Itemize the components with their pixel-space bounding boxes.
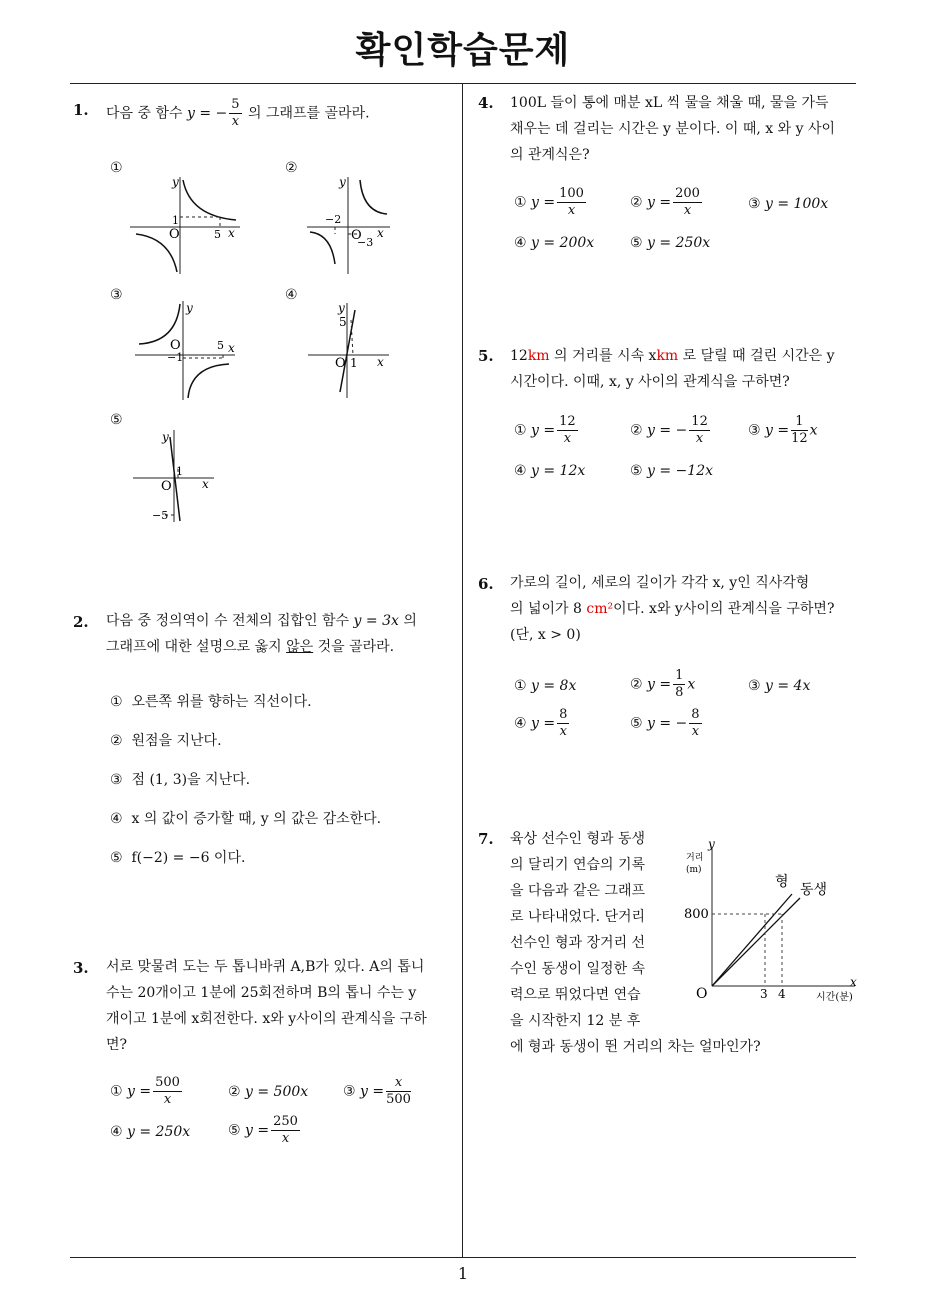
label-v2: 1: [350, 356, 358, 370]
q4-option-1-num: 100: [559, 186, 584, 201]
q7-last-line: 에 형과 동생이 뛴 거리의 차는 얼마인가?: [510, 1039, 761, 1055]
label-origin: O: [335, 356, 346, 371]
y-axis-unit: (m): [686, 865, 702, 875]
q6-option-4-label: ④: [514, 715, 527, 732]
q4-option-3-text: y = 100x: [765, 196, 829, 212]
q2-option-1[interactable]: [110, 691, 312, 711]
q7-graph: [672, 838, 862, 1006]
q7-line-8: 을 시작한지 12 분 후: [510, 1013, 641, 1029]
tick-800: 800: [684, 907, 709, 922]
x-axis-symbol: x: [850, 975, 857, 989]
q6-line-1: 가로의 길이, 세로의 길이가 각각 x, y인 직사각형: [510, 575, 810, 591]
q5-option-3-tail: x: [809, 422, 818, 439]
q2-option-4-text: x 의 값이 증가할 때, y 의 값은 감소한다.: [131, 811, 382, 827]
q4-option-4-label: ④: [514, 235, 527, 251]
q4-option-5-label: ⑤: [630, 235, 643, 251]
q6-option-2-den: 8: [675, 685, 684, 700]
q5-line-2: 시간이다. 이때, x, y 사이의 관계식을 구하면?: [510, 374, 790, 390]
q1-formula-lhs: y = −: [186, 105, 228, 122]
q6-option-3[interactable]: [748, 678, 810, 694]
q6-option-1-label: ①: [514, 678, 527, 694]
q5-option-2-frac: [689, 414, 710, 447]
q2-option-1-label: ①: [110, 694, 123, 710]
q4-option-2-den: x: [683, 203, 692, 218]
label-v1: 1: [172, 214, 179, 227]
q6-option-3-label: ③: [748, 678, 761, 694]
q4-option-2-lhs: y =: [647, 194, 672, 211]
q5-option-1-den: x: [563, 431, 572, 446]
q2-line-2: [106, 634, 456, 660]
label-origin: O: [170, 338, 181, 353]
q6-option-5-label: ⑤: [630, 715, 643, 732]
q1-formula-num: 5: [231, 97, 240, 112]
q2-option-2-label: ②: [110, 733, 123, 749]
label-x: x: [377, 226, 384, 240]
q4-option-5-text: y = 250x: [647, 235, 711, 251]
q5-option-5[interactable]: [630, 463, 713, 479]
q1-option-4-label[interactable]: ④: [285, 287, 298, 303]
label-y: y: [162, 430, 169, 444]
q6-option-1-text: y = 8x: [531, 678, 577, 694]
q4-option-2[interactable]: [630, 186, 704, 219]
q3-option-3[interactable]: [343, 1075, 413, 1108]
q1-option-2-label[interactable]: ②: [285, 160, 298, 176]
q6-option-4-lhs: y =: [531, 715, 556, 732]
q3-option-1[interactable]: [110, 1075, 184, 1108]
q1-graph-2: [305, 172, 425, 277]
q4-option-1[interactable]: [514, 186, 588, 219]
q5-option-1-num: 12: [559, 414, 576, 429]
q5-option-4-text: y = 12x: [531, 463, 586, 479]
q1-text-b: 의 그래프를 골라라.: [248, 105, 370, 122]
q6-option-5-den: x: [691, 724, 700, 739]
q5-line-1: [510, 343, 862, 369]
q7-line-4: 로 나타내었다. 단거리: [510, 909, 646, 925]
q1-graph-1: [128, 172, 248, 277]
q4-line-1: 100L 들이 통에 매분 xL 씩 물을 채울 때, 물을 가득: [510, 95, 829, 111]
label-y: y: [186, 301, 193, 315]
q1-option-3-label[interactable]: ③: [110, 287, 123, 303]
q5-option-1-lhs: y =: [531, 422, 556, 439]
q4-number: 4.: [478, 94, 494, 112]
q3-option-5[interactable]: [228, 1114, 302, 1147]
q5-option-4[interactable]: [514, 463, 585, 479]
q1-option-5-label[interactable]: ⑤: [110, 412, 123, 428]
q3-text: [106, 954, 458, 1058]
q5-option-3-label: ③: [748, 422, 761, 439]
q3-option-5-num: 250: [273, 1114, 298, 1129]
q7-line-2: 의 달리기 연습의 기록: [510, 857, 646, 873]
q5-option-2-label: ②: [630, 422, 643, 439]
tick-4: 4: [778, 987, 786, 1001]
q4-option-1-den: x: [567, 203, 576, 218]
q3-option-3-frac: [386, 1075, 411, 1108]
q4-option-4[interactable]: [514, 235, 594, 251]
q5-option-2-num: 12: [691, 414, 708, 429]
q3-option-1-den: x: [163, 1092, 172, 1107]
q2-line-1-a: 다음 중 정의역이 수 전체의 집합인 함수: [106, 613, 350, 629]
q6-option-1[interactable]: [514, 678, 576, 694]
q7-line-1: 육상 선수인 형과 동생: [510, 831, 646, 847]
curve: [310, 232, 335, 264]
q5-option-2[interactable]: [630, 414, 712, 447]
q3-option-2-text: y = 500x: [245, 1084, 309, 1100]
q6-option-2[interactable]: [630, 668, 695, 701]
q1-graph-5: [130, 425, 220, 525]
q6-option-2-num: 1: [675, 668, 684, 683]
q4-option-3-label: ③: [748, 196, 761, 212]
label-younger-brother: 동생: [800, 882, 828, 898]
q3-option-1-num: 500: [155, 1075, 180, 1090]
q2-line-1-b: 의: [403, 613, 417, 629]
q3-line-2: 수는 20개이고 1분에 25회전하며 B의 톱니 수는 y: [106, 985, 417, 1001]
q7-line-6: 수인 동생이 일정한 속: [510, 961, 646, 977]
q3-option-2[interactable]: [228, 1084, 308, 1100]
label-v1: 5: [339, 315, 347, 329]
q5-line-1-c: 로 달릴 때 걸린 시간은 y: [678, 348, 835, 364]
q2-option-2-text: 원점을 지난다.: [131, 733, 222, 749]
q2-option-5-label: ⑤: [110, 850, 123, 866]
q2-line-1: [106, 608, 456, 634]
q5-line-1-b: 의 거리를 시속 x: [549, 348, 657, 364]
q1-number: 1.: [73, 101, 89, 119]
q4-option-1-lhs: y =: [531, 194, 556, 211]
label-v2: 5: [214, 228, 221, 241]
q6-number: 6.: [478, 575, 494, 593]
q3-option-2-label: ②: [228, 1084, 241, 1100]
q2-line-2-b: 것을 골라라.: [317, 639, 395, 655]
q4-option-5[interactable]: [630, 235, 710, 251]
x-axis-label: 시간(분): [816, 992, 853, 1003]
q4-line-2: 채우는 데 걸리는 시간은 y 분이다. 이 때, x 와 y 사이: [510, 121, 835, 137]
q5-option-2-den: x: [695, 431, 704, 446]
tick-3: 3: [760, 987, 768, 1001]
q3-option-3-lhs: y =: [360, 1083, 385, 1100]
q3-line-4: 면?: [106, 1037, 128, 1053]
curve: [183, 180, 236, 220]
q6-option-5-num: 8: [691, 707, 700, 722]
q2-option-2[interactable]: [110, 730, 222, 750]
q3-line-1: 서로 맞물려 도는 두 톱니바퀴 A,B가 있다. A의 톱니: [106, 959, 425, 975]
q2-option-4[interactable]: [110, 808, 381, 828]
q3-number: 3.: [73, 959, 89, 977]
q3-option-3-num: x: [386, 1075, 411, 1092]
q2-text: [106, 608, 456, 660]
q6-option-4-frac: [557, 707, 569, 740]
q6-line-2: [510, 596, 862, 622]
q1-formula-den: x: [231, 114, 240, 129]
q6-line-2-b: 이다. x와 y사이의 관계식을 구하면?: [613, 601, 835, 617]
q5-option-3-num: 1: [791, 414, 808, 431]
q1-option-1-label[interactable]: ①: [110, 160, 123, 176]
q5-option-1[interactable]: [514, 414, 580, 447]
label-y: y: [172, 175, 179, 189]
q5-option-3-frac: [791, 414, 808, 447]
q2-line-2-a: 그래프에 대한 설명으로 옳지: [106, 639, 282, 655]
q2-number: 2.: [73, 613, 89, 631]
q4-option-4-text: y = 200x: [531, 235, 595, 251]
label-v2: 5: [217, 339, 224, 352]
q5-option-1-label: ①: [514, 422, 527, 439]
origin-label: O: [696, 986, 708, 1002]
q2-option-3-label: ③: [110, 772, 123, 788]
line-younger-brother: [712, 898, 800, 986]
page-number: 1: [457, 1264, 469, 1283]
q3-option-4-label: ④: [110, 1124, 123, 1140]
q3-option-3-label: ③: [343, 1083, 356, 1100]
q7-line-5: 선수인 형과 장거리 선: [510, 935, 646, 951]
q1-graph-4: [305, 300, 405, 402]
q7-line-7: 력으로 뛰었다면 연습: [510, 987, 641, 1003]
q4-option-3[interactable]: [748, 196, 828, 212]
top-rule: [70, 83, 856, 84]
q4-line-3: 의 관계식은?: [510, 147, 590, 163]
q1-text-a: 다음 중 함수: [106, 105, 183, 122]
q5-option-1-frac: [557, 414, 578, 447]
label-origin: O: [169, 227, 180, 242]
q3-option-3-den: 500: [386, 1092, 411, 1107]
curve: [188, 364, 229, 398]
q5-option-2-lhs: y = −: [647, 422, 688, 439]
label-origin: O: [351, 228, 362, 243]
label-y: y: [338, 301, 345, 315]
q6-option-5[interactable]: [630, 707, 704, 740]
q6-option-2-label: ②: [630, 676, 643, 693]
q7-line-3: 을 다음과 같은 그래프: [510, 883, 646, 899]
q2-option-3[interactable]: [110, 769, 250, 789]
bottom-rule: [70, 1257, 856, 1258]
q1-graph-3: [133, 298, 253, 403]
q1-formula-frac: [229, 97, 241, 130]
q6-text: [510, 570, 862, 648]
q3-line-3: 개이고 1분에 x회전한다. x와 y사이의 관계식을 구하: [106, 1011, 427, 1027]
q6-line-2-a: 의 넓이가 8: [510, 601, 587, 617]
label-origin: O: [161, 479, 172, 494]
label-older-brother: 형: [775, 874, 789, 890]
q7-text: [510, 826, 670, 1034]
q3-option-5-den: x: [281, 1131, 290, 1146]
q4-text: [510, 90, 862, 168]
q6-option-4-num: 8: [559, 707, 568, 722]
q6-option-5-frac: [689, 707, 701, 740]
page-title: 확인학습문제: [355, 30, 571, 71]
q3-option-1-label: ①: [110, 1083, 123, 1100]
q1-text: [106, 97, 370, 130]
q5-unit-km-2: km: [656, 348, 679, 364]
y-axis-label: 거리: [686, 853, 704, 863]
label-v1: 1: [176, 465, 183, 478]
curve: [360, 180, 387, 214]
label-x: x: [377, 355, 384, 369]
q7-number: 7.: [478, 830, 494, 848]
line-older-brother: [712, 894, 792, 986]
q6-option-2-lhs: y =: [647, 676, 672, 693]
q6-unit-cm2: cm²: [586, 601, 614, 617]
label-y: y: [339, 175, 346, 189]
q3-option-5-lhs: y =: [245, 1122, 270, 1139]
label-x: x: [228, 341, 235, 355]
q4-option-2-label: ②: [630, 194, 643, 211]
q5-option-5-label: ⑤: [630, 463, 643, 479]
q3-option-5-frac: [271, 1114, 300, 1147]
q5-distance: 12: [510, 348, 528, 364]
q2-formula: y = 3x: [353, 613, 399, 629]
q6-option-2-frac: [673, 668, 685, 701]
q6-option-4[interactable]: [514, 707, 571, 740]
q6-option-5-lhs: y = −: [647, 715, 688, 732]
q6-line-3: (단, x > 0): [510, 627, 581, 643]
q5-option-4-label: ④: [514, 463, 527, 479]
q2-option-5[interactable]: [110, 847, 245, 867]
q5-option-3-den: 12: [791, 431, 808, 446]
q5-option-3[interactable]: [748, 414, 818, 447]
label-v1: −1: [167, 351, 184, 364]
q2-option-5-text: f(−2) = −6 이다.: [131, 850, 246, 866]
label-x: x: [228, 226, 235, 240]
q5-unit-km: km: [527, 348, 550, 364]
q4-option-1-frac: [557, 186, 586, 219]
label-v2: −3: [357, 236, 374, 249]
q3-option-1-lhs: y =: [127, 1083, 152, 1100]
label-v1: −2: [325, 213, 342, 226]
q3-option-4[interactable]: [110, 1124, 190, 1140]
q2-option-1-text: 오른쪽 위를 향하는 직선이다.: [131, 694, 312, 710]
q3-option-5-label: ⑤: [228, 1122, 241, 1139]
q6-option-4-den: x: [559, 724, 567, 739]
q3-option-1-frac: [153, 1075, 182, 1108]
label-v2: −5: [152, 509, 169, 522]
q4-option-1-label: ①: [514, 194, 527, 211]
q6-option-2-tail: x: [687, 676, 696, 693]
q5-option-3-lhs: y =: [765, 422, 790, 439]
q4-option-2-num: 200: [675, 186, 700, 201]
q3-option-4-text: y = 250x: [127, 1124, 191, 1140]
q2-underline-word: 않은: [286, 639, 314, 655]
q4-option-2-frac: [673, 186, 702, 219]
q2-option-4-label: ④: [110, 811, 123, 827]
column-divider: [462, 83, 463, 1258]
q5-option-5-text: y = −12x: [647, 463, 713, 479]
q2-option-3-text: 점 (1, 3)을 지난다.: [131, 772, 251, 788]
q6-option-3-text: y = 4x: [765, 678, 811, 694]
q5-text: [510, 343, 862, 395]
label-x: x: [202, 477, 209, 491]
y-axis-symbol: y: [708, 838, 715, 851]
q5-number: 5.: [478, 347, 494, 365]
